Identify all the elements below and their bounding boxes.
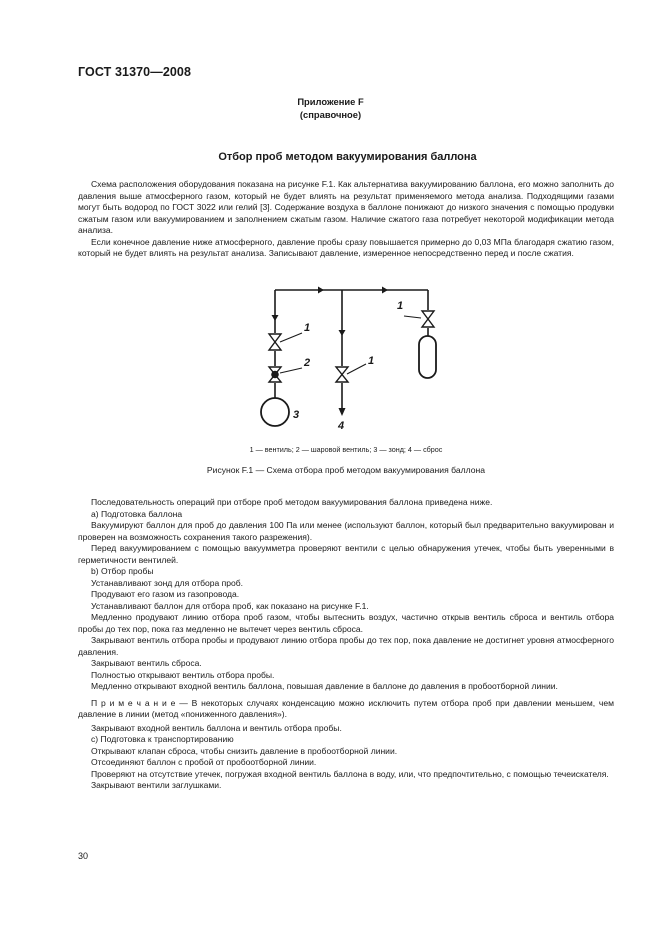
procedure-text (78, 497, 614, 792)
annex-heading (0, 95, 661, 121)
paragraph: Последовательность операций при отборе проб методом вакуумирования баллона приведена ниже. (91, 497, 493, 507)
paragraph: Медленно открывают входной вентиль баллона, повышая давление в баллоне до давления в пробоотборной линии. (91, 681, 558, 691)
paragraph: Полностью открывают вентиль отбора пробы. (91, 669, 275, 680)
paragraph: Перед вакуумированием с помощью вакуумметра проверяют вентили с целью обнаружения утечек, чтобы быть уверенными в герметичности вентилей. (78, 543, 614, 565)
annex-subtitle: (справочное) (299, 109, 362, 120)
list-heading: с) Подготовка к транспортированию (91, 734, 234, 744)
paragraph: Закрывают вентиль сброса. (91, 658, 202, 668)
flow-arrow (339, 408, 346, 416)
paragraph: Медленно продувают линию отбора проб газом, чтобы вытеснить воздух, частично открыв вентиль сброса и вентиль отбора пробы до тех пор, пока газ медленно не вытечет через вентиль сброса. (78, 612, 614, 634)
figure-caption: Рисунок F.1 — Схема отбора проб методом вакуумирования баллона (206, 465, 486, 475)
probe-circle (261, 398, 289, 426)
paragraph: Устанавливают зонд для отбора проб. (91, 577, 244, 588)
list-heading: b) Отбор пробы (91, 566, 154, 576)
paragraph: Схема расположения оборудования показана на рисунке F.1. Как альтернатива вакуумированию баллона, его можно заполнить до давления выше атмосферного газом, который не будет влиять на результат применяемого метода анализа. Подходящими газами могут быть водород по ГОСТ 3022 или гелий [3]. Содержание воздуха в баллоне понижают до низкого значения с помощью продувки сжатым газом или вакуумированием и заполнением сжатым газом. Наличие сжатого газа потребует некоторой модификации метода анализа. (78, 179, 614, 235)
label-1: 1 (304, 322, 311, 334)
note: П р и м е ч а н и е — В некоторых случаях конденсацию можно исключить путем отбора проб при давлении меньшем, чем давление в линии (метод «пониженного давления»). (78, 697, 614, 719)
paragraph: Закрывают вентили заглушками. (91, 780, 222, 790)
paragraph: Устанавливают баллон для отбора проб, как показано на рисунке F.1. (91, 600, 369, 611)
paragraph: Открывают клапан сброса, чтобы снизить давление в пробоотборной линии. (91, 745, 398, 756)
annex-title: Приложение F (297, 96, 364, 107)
flow-arrow (272, 315, 279, 321)
valve-symbol (422, 311, 434, 327)
page-number: 30 (78, 851, 89, 861)
section-title: Отбор проб методом вакуумирования баллона (218, 151, 477, 163)
paragraph: Вакуумируют баллон для проб до давления 100 Па или менее (используют баллон, который был предварительно вакуумирован и проверен на возможность сохранения такого разрежения). (78, 520, 614, 542)
paragraph: Если конечное давление ниже атмосферного, давление пробы сразу повышается примерно до 0,03 МПа благодаря сжатию газом, который не будет влиять на результат анализа. Записывают давление, измеренное непосредственно перед и после сжатия. (78, 236, 614, 258)
flow-arrow (382, 287, 388, 294)
ball-valve-ball (271, 371, 279, 379)
document-id: ГОСТ 31370—2008 (78, 65, 192, 79)
label-3: 3 (293, 409, 300, 421)
label-1: 1 (397, 300, 404, 312)
label-2: 2 (304, 357, 311, 369)
paragraph: Отсоединяют баллон с пробой от пробоотборной линии. (91, 757, 317, 767)
paragraph: Проверяют на отсутствие утечек, погружая входной вентиль баллона в воду, или, что предпочтительно, с помощью течеискателя. (91, 768, 609, 779)
valve-symbol (336, 367, 348, 382)
paragraph: Продувают его газом из газопровода. (91, 589, 240, 599)
label-1: 1 (368, 355, 375, 367)
paragraph: Закрывают вентиль отбора пробы и продувают линию отбора пробы до тех пор, пока давление не достигнет уровня атмосферного давления. (78, 635, 614, 657)
list-heading: а) Подготовка баллона (91, 508, 183, 519)
flow-arrow (339, 330, 346, 336)
sample-cylinder (419, 336, 436, 378)
valve-symbol (269, 334, 281, 350)
flow-arrow (318, 287, 324, 294)
intro-text (78, 179, 614, 260)
label-4: 4 (338, 420, 345, 432)
sampling-diagram (230, 282, 470, 432)
paragraph: Закрывают входной вентиль баллона и вентиль отбора пробы. (91, 722, 342, 733)
figure-legend: 1 — вентиль; 2 — шаровой вентиль; 3 — зонд; 4 — сброс (249, 445, 443, 454)
